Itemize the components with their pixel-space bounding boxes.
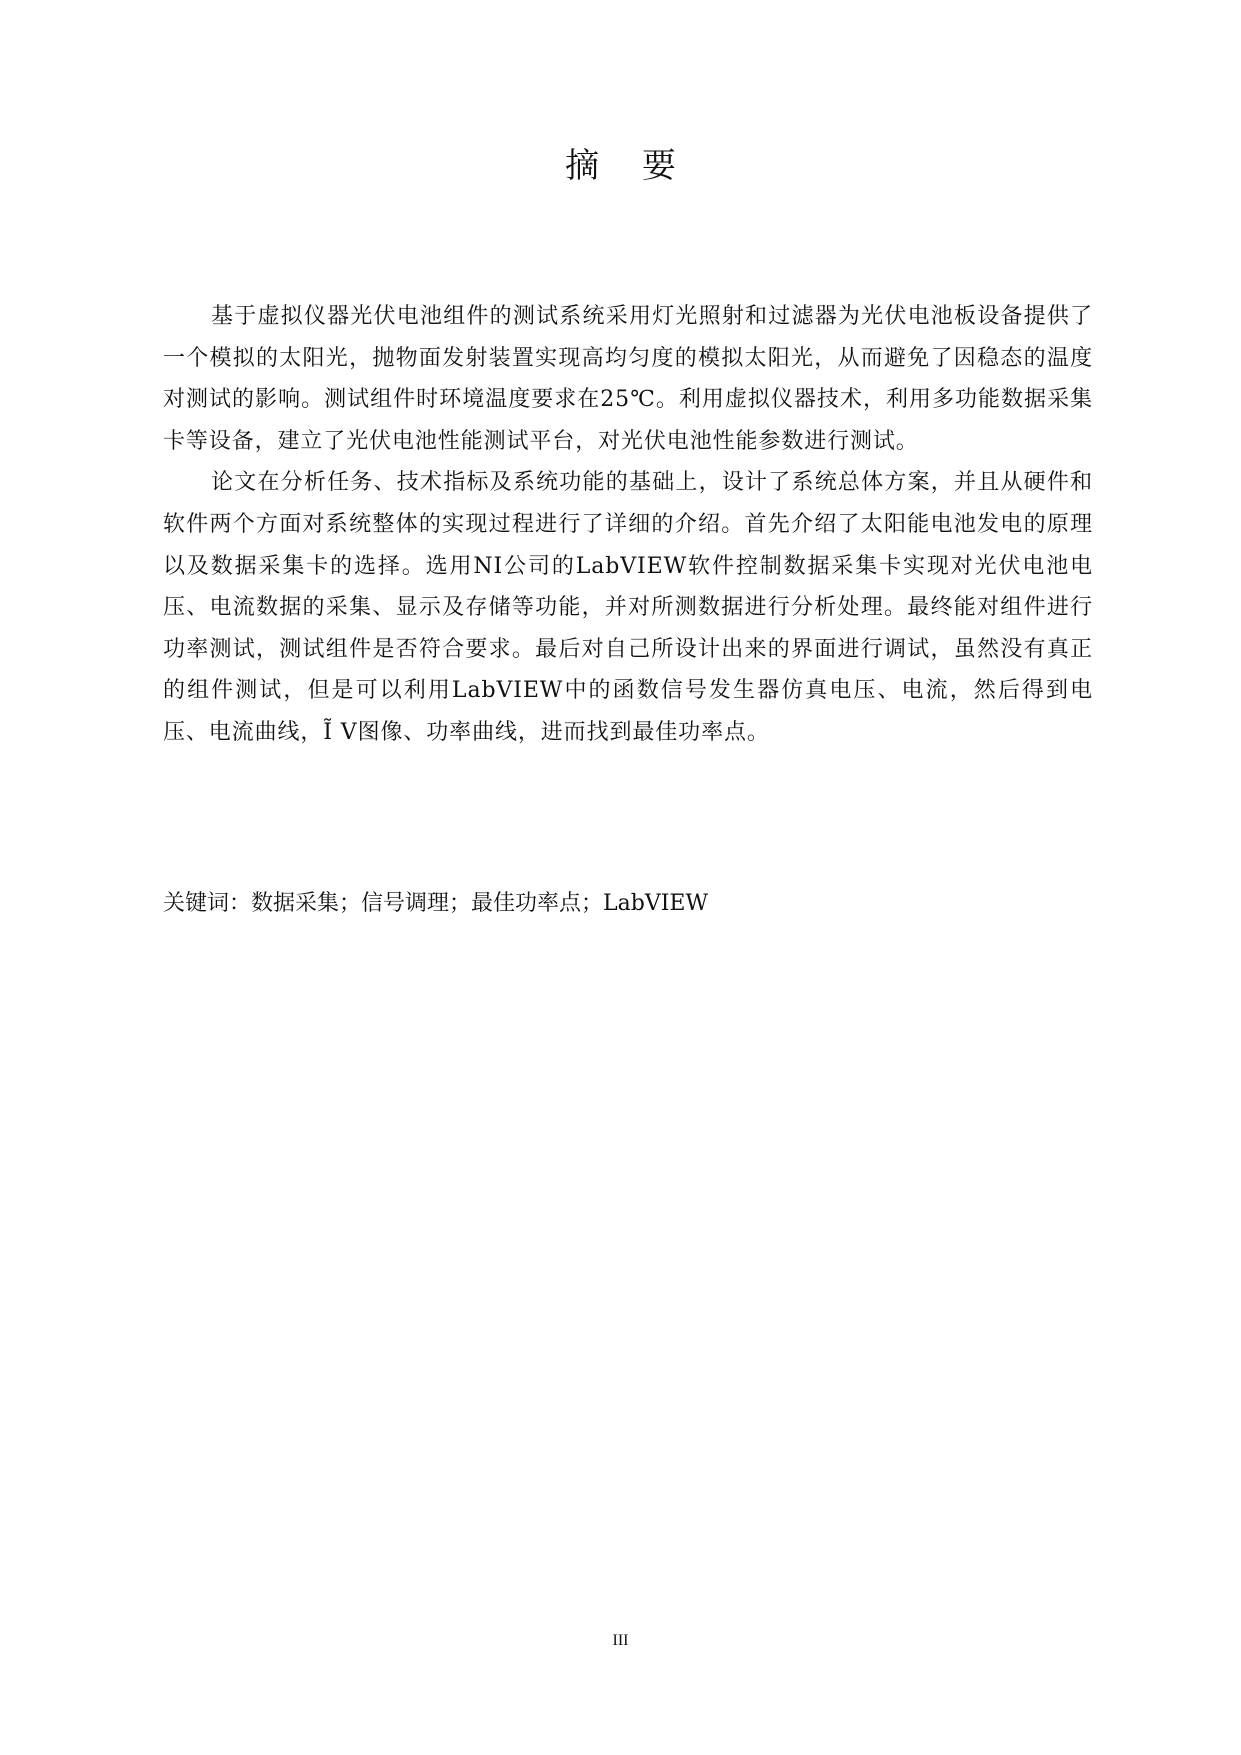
abstract-paragraph-1: 基于虚拟仪器光伏电池组件的测试系统采用灯光照射和过滤器为光伏电池板设备提供了一个模拟的太阳光，抛物面发射装置实现高均匀度的模拟太阳光，从而避免了因稳态的温度对测试的影响。测试组件时环境温度要求在25℃。利用虚拟仪器技术，利用多功能数据采集卡等设备，建立了光伏电池性能测试平台，对光伏电池性能参数进行测试。 (163, 304, 1093, 454)
keywords-label: 关键词： (163, 891, 252, 916)
page-number: III (612, 1632, 629, 1649)
abstract-paragraph-2: 论文在分析任务、技术指标及系统功能的基础上，设计了系统总体方案，并且从硬件和软件两个方面对系统整体的实现过程进行了详细的介绍。首先介绍了太阳能电池发电的原理以及数据采集卡的选择。选用NI公司的LabVIEW软件控制数据采集卡实现对光伏电池电压、电流数据的采集、显示及存储等功能，并对所测数据进行分析处理。最终能对组件进行功率测试，测试组件是否符合要求。最后对自己所设计出来的界面进行调试，虽然没有真正的组件测试，但是可以利用LabVIEW中的函数信号发生器仿真电压、电流，然后得到电压、电流曲线，Ĩ V图像、功率曲线，进而找到最佳功率点。 (163, 470, 1093, 745)
keywords-value: 数据采集；信号调理；最佳功率点；LabVIEW (251, 891, 709, 916)
abstract-body (163, 296, 1093, 754)
page-title: 摘 要 (565, 146, 692, 186)
keywords-line (163, 886, 1093, 922)
